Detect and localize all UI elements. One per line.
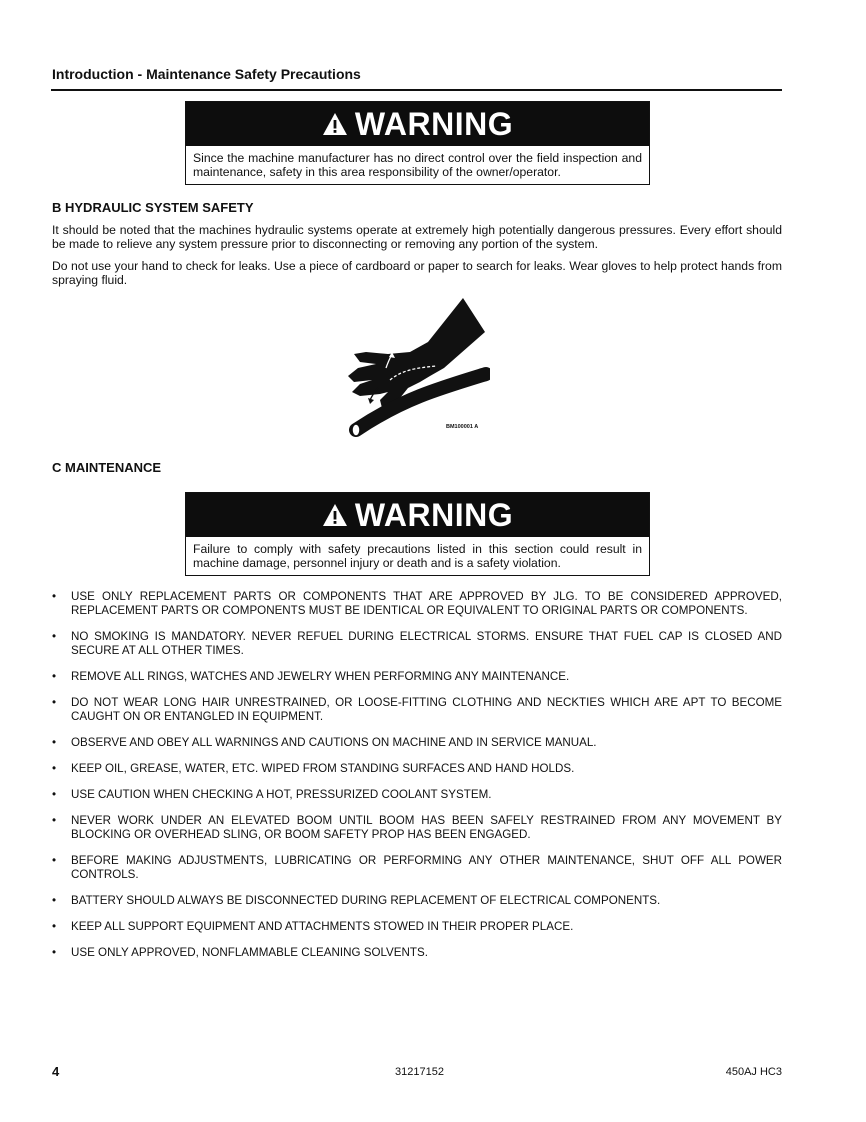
list-item-text: USE CAUTION WHEN CHECKING A HOT, PRESSURIZED COOLANT SYSTEM. — [71, 788, 492, 801]
bullet-dot: • — [52, 788, 57, 801]
maintenance-precautions-list — [52, 590, 782, 972]
hand-hose-injection-icon — [340, 296, 490, 438]
list-item-text: KEEP ALL SUPPORT EQUIPMENT AND ATTACHMENTS STOWED IN THEIR PROPER PLACE. — [71, 920, 574, 933]
list-item-text: BATTERY SHOULD ALWAYS BE DISCONNECTED DURING REPLACEMENT OF ELECTRICAL COMPONENTS. — [71, 894, 661, 907]
bullet-dot: • — [52, 920, 57, 933]
list-item-text: OBSERVE AND OBEY ALL WARNINGS AND CAUTIONS ON MACHINE AND IN SERVICE MANUAL. — [71, 736, 597, 749]
list-item — [52, 590, 782, 618]
bullet-dot: • — [52, 670, 57, 683]
list-item — [52, 670, 782, 684]
list-item-text: USE ONLY APPROVED, NONFLAMMABLE CLEANING SOLVENTS. — [71, 946, 428, 959]
figure-code: BM100001 A — [446, 424, 479, 430]
warning-triangle-icon — [322, 112, 348, 136]
warning-label: WARNING — [354, 106, 514, 142]
bullet-dot: • — [52, 630, 57, 643]
list-item-text: NO SMOKING IS MANDATORY. NEVER REFUEL DURING ELECTRICAL STORMS. ENSURE THAT FUEL CAP IS CLOSED AND SECURE AT ALL OTHER TIMES. — [71, 630, 782, 657]
warning-triangle-icon — [322, 503, 348, 527]
paragraph-hydraulic-pressure: It should be noted that the machines hydraulic systems operate at extremely high potentially dangerous pressures. Every effort should be made to relieve any system pressure prior to disconnecting or removing any portion of the system. — [52, 223, 782, 251]
bullet-dot: • — [52, 814, 57, 827]
hydraulic-injection-hazard-illustration — [340, 296, 490, 438]
list-item — [52, 788, 782, 802]
list-item-text: NEVER WORK UNDER AN ELEVATED BOOM UNTIL BOOM HAS BEEN SAFELY RESTRAINED FROM ANY MOVEMENT BY BLOCKING OR OVERHEAD SLING, OR BOOM SAFETY PROP HAS BEEN ENGAGED. — [71, 814, 782, 841]
list-item — [52, 946, 782, 960]
document-number: 31217152 — [395, 1066, 444, 1078]
list-item — [52, 630, 782, 658]
list-item — [52, 762, 782, 776]
list-item — [52, 736, 782, 750]
bullet-dot: • — [52, 946, 57, 959]
warning-text: Since the machine manufacturer has no direct control over the field inspection and maintenance, safety in this area responsibility of the owner/operator. — [193, 151, 642, 179]
model-name: 450AJ HC3 — [725, 1066, 782, 1078]
bullet-dot: • — [52, 762, 57, 775]
header-divider — [51, 89, 782, 91]
section-heading-hydraulic: B HYDRAULIC SYSTEM SAFETY — [52, 200, 254, 215]
bullet-dot: • — [52, 894, 57, 907]
list-item-text: BEFORE MAKING ADJUSTMENTS, LUBRICATING OR PERFORMING ANY OTHER MAINTENANCE, SHUT OFF ALL POWER CONTROLS. — [71, 854, 782, 881]
warning-box-owner-responsibility — [185, 101, 650, 185]
list-item-text: KEEP OIL, GREASE, WATER, ETC. WIPED FROM STANDING SURFACES AND HAND HOLDS. — [71, 762, 575, 775]
bullet-dot: • — [52, 736, 57, 749]
paragraph-leak-check: Do not use your hand to check for leaks. Use a piece of cardboard or paper to search for leaks. Wear gloves to help protect hands from spraying fluid. — [52, 259, 782, 287]
warning-text: Failure to comply with safety precautions listed in this section could result in machine damage, personnel injury or death and is a safety violation. — [193, 542, 642, 570]
list-item — [52, 854, 782, 882]
section-heading-maintenance: C MAINTENANCE — [52, 460, 162, 475]
warning-box-compliance — [185, 492, 650, 576]
list-item — [52, 894, 782, 908]
list-item — [52, 920, 782, 934]
list-item-text: DO NOT WEAR LONG HAIR UNRESTRAINED, OR LOOSE-FITTING CLOTHING AND NECKTIES WHICH ARE APT TO BECOME CAUGHT ON OR ENTANGLED IN EQUIPMENT. — [71, 696, 782, 723]
bullet-dot: • — [52, 854, 57, 867]
list-item — [52, 696, 782, 724]
warning-label: WARNING — [354, 497, 514, 533]
page-number: 4 — [52, 1064, 60, 1079]
list-item — [52, 814, 782, 842]
list-item-text: USE ONLY REPLACEMENT PARTS OR COMPONENTS THAT ARE APPROVED BY JLG. TO BE CONSIDERED APPROVED, REPLACEMENT PARTS OR COMPONENTS MUST BE IDENTICAL OR EQUIVALENT TO ORIGINAL PARTS OR COMPONENTS. — [71, 590, 782, 617]
bullet-dot: • — [52, 696, 57, 709]
bullet-dot: • — [52, 590, 57, 603]
warning-banner — [186, 493, 649, 537]
page-header-title: Introduction - Maintenance Safety Precautions — [52, 66, 361, 82]
warning-banner — [186, 102, 649, 146]
list-item-text: REMOVE ALL RINGS, WATCHES AND JEWELRY WHEN PERFORMING ANY MAINTENANCE. — [71, 670, 570, 683]
